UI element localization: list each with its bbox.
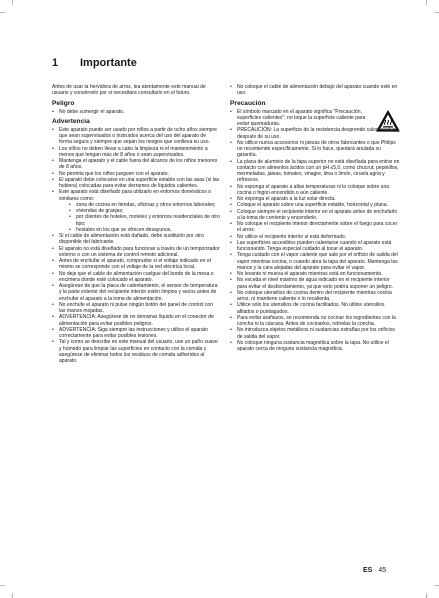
list-item: • El aparato no está diseñado para funcionar a través de un temporizador externo o con un sistema de control remoto adicional.	[52, 246, 220, 259]
list-item: • El aparato debe colocarse en una superficie estable con las asas (si las hubiera) colocadas para evitar derrames de líquidos calientes.	[52, 177, 220, 190]
list-item: • Este aparato puede ser usado por niños a partir de ocho años siempre que sean supervisados o instruidos acerca del uso del aparato de forma segura y siempre que sepan los riesgos que conlleva su uso.	[52, 127, 220, 146]
peligro-heading: Peligro	[52, 99, 75, 107]
list-item: • Para evitar arañazos, se recomienda no cocinar los ingredientes con la concha ni la cáscara. Antes de cocinarlos, retírelas la concha.	[230, 315, 400, 328]
left-column	[52, 84, 220, 364]
list-item: • Mantenga el aparato y el cable fuera del alcance de los niños menores de 8 años.	[52, 158, 220, 171]
page-footer	[363, 567, 386, 574]
list-item: • No enchufe el aparato ni pulse ningún botón del panel de control con las manos mojadas.	[52, 302, 220, 315]
list-item: • No exponga el aparato a altas temperaturas ni lo coloque sobre una cocina o fogón encendido o aún caliente.	[230, 184, 400, 197]
list-item: • Coloque el aparato sobre una superficie estable, horizontal y plana.	[230, 202, 400, 208]
list-item: • No levante ni mueva el aparato mientras está en funcionamiento.	[230, 271, 400, 277]
sub-list-item: • por clientes de hoteles, moteles y entornos residenciales de otro tipo;	[69, 214, 220, 227]
crop-mark	[0, 585, 5, 586]
intro-text: Antes de usar la hervidora de arroz, lea atentamente este manual de usuario y consérvelo por si necesitara consultarlo en el futuro.	[52, 84, 206, 97]
list-item: • La placa de aluminio de la tapa superior no está diseñada para entrar en contacto con alimentos ácidos con un pH ≤5,0, como chucrut, pepinillos, mermeladas, jaleas, tomates, vinagre, lima o limón, ciruela agria y refrescos.	[230, 159, 400, 184]
list-item: • No utilice el recipiente interior si está deformado.	[230, 234, 400, 240]
crop-mark	[434, 12, 439, 13]
crop-mark	[0, 12, 5, 13]
advertencia-heading: Advertencia	[52, 117, 90, 125]
sub-list-item: • zona de cocina en tiendas, oficinas y otros entornos laborales;	[69, 202, 220, 208]
section-title: Importante	[80, 57, 137, 69]
list-item: • ADVERTENCIA: Asegúrese de no derramar líquido en el conector de alimentación para evitar posibles peligros.	[52, 314, 220, 327]
crop-mark	[426, 593, 427, 598]
list-item-hot-surface	[230, 109, 400, 128]
list-item: • Si el cable de alimentación está dañado, debe sustituirlo por otro disponible del fabricante.	[52, 233, 220, 246]
precaucion-list	[230, 109, 400, 353]
list-item: • No debe sumergir el aparato.	[52, 109, 220, 115]
list-item: • No coloque utensilios de cocina dentro del recipiente mientras cocina arroz, ni mantiene caliente o lo recalienta.	[230, 290, 400, 303]
list-item	[52, 189, 220, 233]
list-item: • No coloque ninguna sustancia magnética sobre la tapa. No utilice el aparato cerca de ninguna sustancia magnética.	[230, 340, 400, 353]
list-item: • Tal y como se describe en este manual del usuario, use un paño suave y húmedo para limpiar las superficies en contacto con la comida y asegúrese de eliminar todos los residuos de comida adheridos al aparato.	[52, 339, 220, 364]
list-item: • Coloque siempre el recipiente interior en el aparato antes de enchufarlo a la toma de corriente y encenderlo.	[230, 209, 400, 222]
list-item: • No introduzca objetos metálicos ni sustancias extrañas por los orificios de salida del vapor.	[230, 327, 400, 340]
list-item: • No coloque el cable de alimentación debajo del aparato cuando esté en uso.	[230, 84, 400, 97]
list-item: • Antes de enchufar el aparato, compruebe si el voltaje indicado en el mismo se corresponde con el voltaje de la red eléctrica local.	[52, 258, 220, 271]
sub-list-item: • viviendas de granjas;	[69, 208, 220, 214]
list-item-text: El símbolo marcado en el aparato significa "Precaución, superficies calientes"; no toque la superficie caliente para evitar quemaduras.	[237, 108, 366, 127]
list-item: • Utilice sólo los utensilios de cocina facilitados. No utilice utensilios afilados o puntiagudos.	[230, 302, 400, 315]
list-item-text: Este aparato está diseñado para utilizarlo en entornos domésticos o similares como:	[59, 189, 212, 202]
list-item: • Tenga cuidado con el vapor caliente que sale por el orificio de salida del vapor mientras cocina, o cuando abra la tapa del aparato. Mantenga las manos y la cara alejadas del aparato para evitar el vapor.	[230, 252, 400, 271]
list-item: • No exponga el aparato a la luz solar directa.	[230, 196, 400, 202]
advertencia-list-continued	[230, 84, 400, 97]
precaucion-heading: Precaución	[230, 99, 266, 107]
crop-mark	[434, 585, 439, 586]
page-number: 45	[378, 567, 387, 574]
list-item: • ADVERTENCIA: Siga siempre las instrucciones y utilice el aparato correctamente para evitar posibles lesiones.	[52, 327, 220, 340]
crop-mark	[12, 593, 13, 598]
list-item: • No utilice nunca accesorios ni piezas de otros fabricantes o que Philips no recomiende específicamente. Si lo hace, quedará anulada su garantía.	[230, 140, 400, 159]
language-code: ES	[363, 567, 373, 574]
list-item: • Asegúrese de que la placa de calentamiento, el sensor de temperatura y la parte exterior del recipiente interior estén limpios y secos antes de enchufar el aparato a la toma de alimentación.	[52, 283, 220, 302]
peligro-list	[52, 109, 220, 115]
right-column	[230, 84, 400, 352]
list-item: • PRECAUCIÓN: La superficie de la resistencia desprende calor residual después de su uso.	[230, 127, 400, 140]
advertencia-list	[52, 127, 220, 365]
section-heading	[52, 57, 137, 69]
list-item: • Las superficies accesibles pueden calentarse cuando el aparato está funcionando. Tenga especial cuidado al tocar el aparato.	[230, 240, 400, 253]
list-item: • No permita que los niños jueguen con el aparato.	[52, 171, 220, 177]
crop-mark	[426, 0, 427, 5]
sub-list-item: • hostales en los que se ofrecen desayunos.	[69, 227, 220, 233]
list-item: • No coloque el recipiente interior directamente sobre el fuego para cocer el arroz.	[230, 221, 400, 234]
list-item: • Los niños no deben llevar a cabo la limpieza ni el mantenimiento a menos que tengan más de 8 años o sean supervisados.	[52, 146, 220, 159]
section-number: 1	[52, 57, 59, 69]
environment-sublist	[59, 202, 220, 233]
list-item: • No exceda el nivel máximo de agua indicado en el recipiente interior para evitar el desbordamiento, ya que esto podría suponer un peligro.	[230, 277, 400, 290]
crop-mark	[12, 0, 13, 5]
list-item: • No deje que el cable de alimentación cuelgue del borde de la mesa o encimera donde esté colocado el aparato.	[52, 271, 220, 284]
